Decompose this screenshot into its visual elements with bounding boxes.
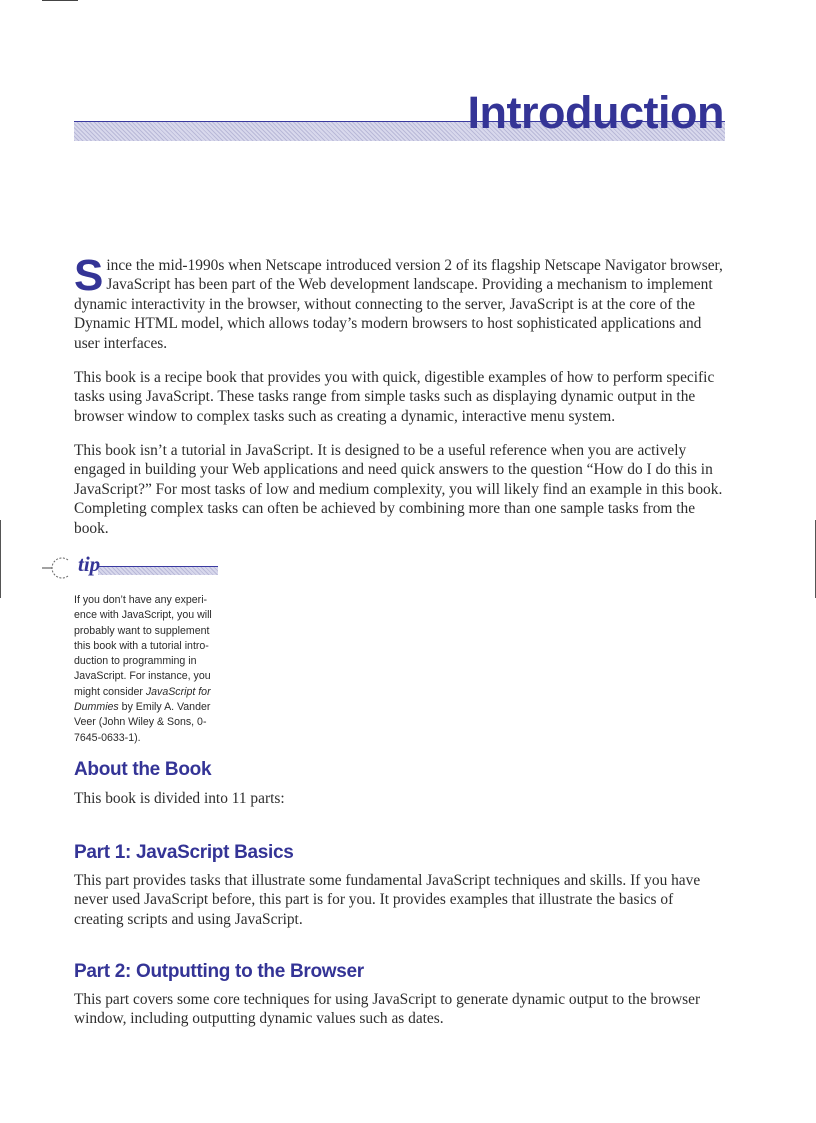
- heading-about-the-book: About the Book: [74, 759, 212, 780]
- intro-text-1: ince the mid-1990s when Netscape introduced version 2 of its flagship Netscape Navigator browser, JavaScript has been part of the Web development landscape. Providing a mechanism to implement dynamic interactivity in the browser, without connecting to the server, JavaScript is at the core of the Dynamic HTML model, which allows today’s modern browsers to host sophisticated applications and user interfaces.: [74, 257, 723, 352]
- tip-label: tip: [78, 552, 101, 576]
- heading-part-2: Part 2: Outputting to the Browser: [74, 961, 364, 982]
- heading-part-1: Part 1: JavaScript Basics: [74, 842, 294, 863]
- tip-book-title: JavaScript for Dummies: [74, 685, 211, 714]
- section-part-2-body: This part covers some core techniques for using JavaScript to generate dynamic output to the browser window, including outputting dynamic values such as dates.: [74, 991, 701, 1028]
- tip-icon: [42, 556, 72, 580]
- crop-mark-left: [0, 520, 1, 598]
- drop-cap: S: [74, 251, 104, 300]
- tip-text: If you don’t have any experi-ence with JavaScript, you will probably want to supplement this book with a tutorial intro-duction to programming in JavaScript. For instance, you might consider JavaScript for Dummies by Emily A. Vander Veer (John Wiley & Sons, 0-7645-0633-1).: [74, 594, 212, 744]
- intro-paragraph-2: [74, 368, 726, 426]
- intro-paragraph-1: [74, 251, 726, 353]
- section-part-1-body: This part provides tasks that illustrate some fundamental JavaScript techniques and skills. If you have never used JavaScript before, this part is for you. It provides examples that illustrate the basics of creating scripts and using JavaScript.: [74, 872, 701, 928]
- intro-text-2: This book is a recipe book that provides you with quick, digestible examples of how to perform specific tasks using JavaScript. These tasks range from simple tasks such as displaying dynamic output in the browser window to complex tasks such as creating a dynamic, interactive menu system.: [74, 369, 715, 425]
- intro-paragraph-3: [74, 441, 726, 538]
- section-about-body: This book is divided into 11 parts:: [74, 790, 285, 807]
- chapter-title: Introduction: [467, 87, 724, 138]
- intro-text-3: This book isn’t a tutorial in JavaScript. It is designed to be a useful reference when you are actively engaged in building your Web applications and need quick answers to the question “How do I do this in JavaScript?” For most tasks of low and medium complexity, you will likely find an example in this book. Completing complex tasks can often be achieved by combining more than one sample tasks from the book.: [74, 442, 723, 537]
- tip-band: [98, 566, 218, 575]
- crop-mark-top: [42, 0, 78, 1]
